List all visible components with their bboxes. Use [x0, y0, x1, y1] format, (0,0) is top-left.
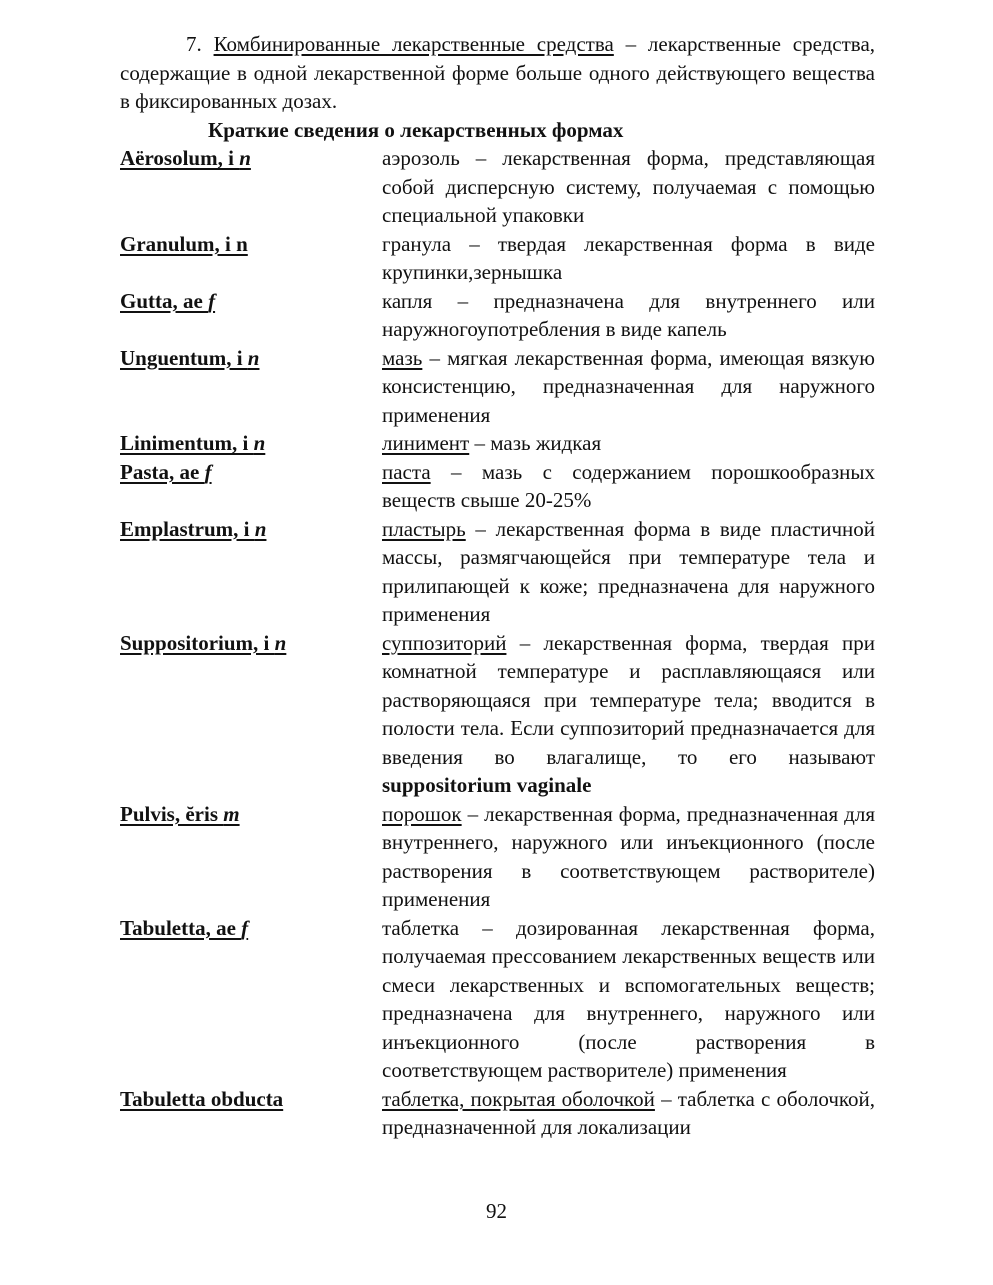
intro-term: Комбинированные лекарственные средства [213, 32, 614, 56]
definition-term: таблетка, покрытая оболочкой [382, 1086, 655, 1111]
definition [382, 230, 875, 287]
definition-text: – мягкая лекарственная форма, имеющая вязкую консистенцию, предназначенная для наружного применения [382, 345, 875, 427]
definition [382, 1085, 875, 1142]
definition-term: порошок [382, 801, 462, 826]
page-content [120, 30, 875, 1142]
definition-text: – таблетка с оболочкой, предназначенной для локализации [382, 1086, 876, 1139]
definition [382, 429, 875, 458]
section-heading: Краткие сведения о лекарственных формах [208, 117, 624, 142]
definition [382, 287, 875, 344]
definition-term: суппозиторий [382, 630, 507, 655]
latin-term [120, 458, 382, 515]
latin-term [120, 144, 382, 230]
definition [382, 144, 875, 230]
latin-term-text: Suppositorium, i [120, 630, 275, 655]
definition [382, 629, 875, 800]
intro-paragraph [120, 30, 875, 116]
definition-text: – лекарственная форма, твердая при комнатной температуре и расплавляющаяся или растворяющаяся при температуре тела; вводится в полости тела. Если суппозиторий предназначается для введения во влагалище, то его называют [382, 630, 875, 769]
intro-text: – лекарственные средства, содержащие в одной лекарственной форме больше одного действующего вещества в фиксированных дозах. [120, 32, 876, 113]
latin-term-text: Aërosolum, i [120, 146, 240, 170]
definition-term: пластырь [382, 516, 466, 541]
definition-text: – лекарственная форма в виде пластичной массы, размягчающейся при температуре тела и прилипающей к коже; предназначена для наружного применения [382, 516, 875, 626]
latin-term-text: Pasta, ae [120, 459, 205, 484]
latin-term-text: Unguentum, i [120, 345, 248, 370]
latin-term [120, 230, 382, 287]
dosage-form-entry [120, 144, 875, 230]
definition-text: капля – предназначена для внутреннего или наружногоупотребления в виде капель [382, 288, 875, 341]
gender-mark: n [254, 516, 267, 541]
latin-term [120, 629, 382, 800]
definition-text: таблетка – дозированная лекарственная форма, получаемая прессованием лекарственных веществ или смеси лекарственных и вспомогательных веществ; предназначена для внутреннего, наружного или инъекционного (после растворения в соответствующем растворителе) применения [382, 915, 875, 1082]
dosage-forms-list [120, 144, 875, 1142]
definition-text: – мазь с содержанием порошкообразных веществ свыше 20-25% [382, 459, 875, 512]
definition-text: гранула – твердая лекарственная форма в виде крупинки,зернышка [382, 231, 875, 284]
dosage-form-entry [120, 800, 875, 914]
latin-term [120, 429, 382, 458]
dosage-form-entry [120, 287, 875, 344]
definition [382, 914, 875, 1085]
dosage-form-entry [120, 914, 875, 1085]
latin-term [120, 344, 382, 430]
dosage-form-entry [120, 458, 875, 515]
gender-mark: f [208, 288, 216, 313]
latin-term [120, 914, 382, 1085]
latin-term-text: Gutta, ae [120, 288, 209, 313]
definition [382, 515, 875, 629]
definition-bold-term: suppositorium vaginale [382, 773, 592, 797]
dosage-form-entry [120, 515, 875, 629]
definition [382, 800, 875, 914]
gender-mark: n [239, 146, 251, 170]
latin-term-text: Tabuletta, ae [120, 915, 242, 940]
latin-term [120, 287, 382, 344]
dosage-form-entry [120, 629, 875, 800]
dosage-form-entry [120, 429, 875, 458]
latin-term-text: Linimentum, i [120, 431, 254, 455]
gender-mark: f [241, 915, 249, 940]
dosage-form-entry [120, 1085, 875, 1142]
gender-mark: f [204, 459, 212, 484]
definition-text: – лекарственная форма, предназначенная для внутреннего, наружного или инъекционного (после растворения в соответствующем растворителе) применения [382, 801, 875, 911]
dosage-form-entry [120, 344, 875, 430]
definition-term: линимент [382, 431, 470, 455]
latin-term-text: Granulum, i n [120, 231, 248, 256]
latin-term-text: Tabuletta obducta [120, 1086, 284, 1111]
definition-term: мазь [382, 345, 423, 370]
latin-term [120, 1085, 382, 1142]
definition [382, 458, 875, 515]
latin-term-text: Emplastrum, i [120, 516, 255, 541]
gender-mark: n [247, 345, 260, 370]
definition [382, 344, 875, 430]
definition-text: аэрозоль – лекарственная форма, представляющая собой дисперсную систему, получаемая с помощью специальной упаковки [382, 146, 875, 227]
latin-term-text: Pulvis, ĕris [120, 801, 224, 826]
dosage-form-entry [120, 230, 875, 287]
intro-number: 7. [186, 32, 214, 56]
latin-term [120, 515, 382, 629]
latin-term [120, 800, 382, 914]
gender-mark: n [253, 431, 266, 455]
definition-text: – мазь жидкая [469, 431, 602, 455]
gender-mark: m [223, 801, 240, 826]
definition-term: паста [382, 459, 431, 484]
page-number: 92 [486, 1199, 507, 1223]
gender-mark: n [274, 630, 287, 655]
